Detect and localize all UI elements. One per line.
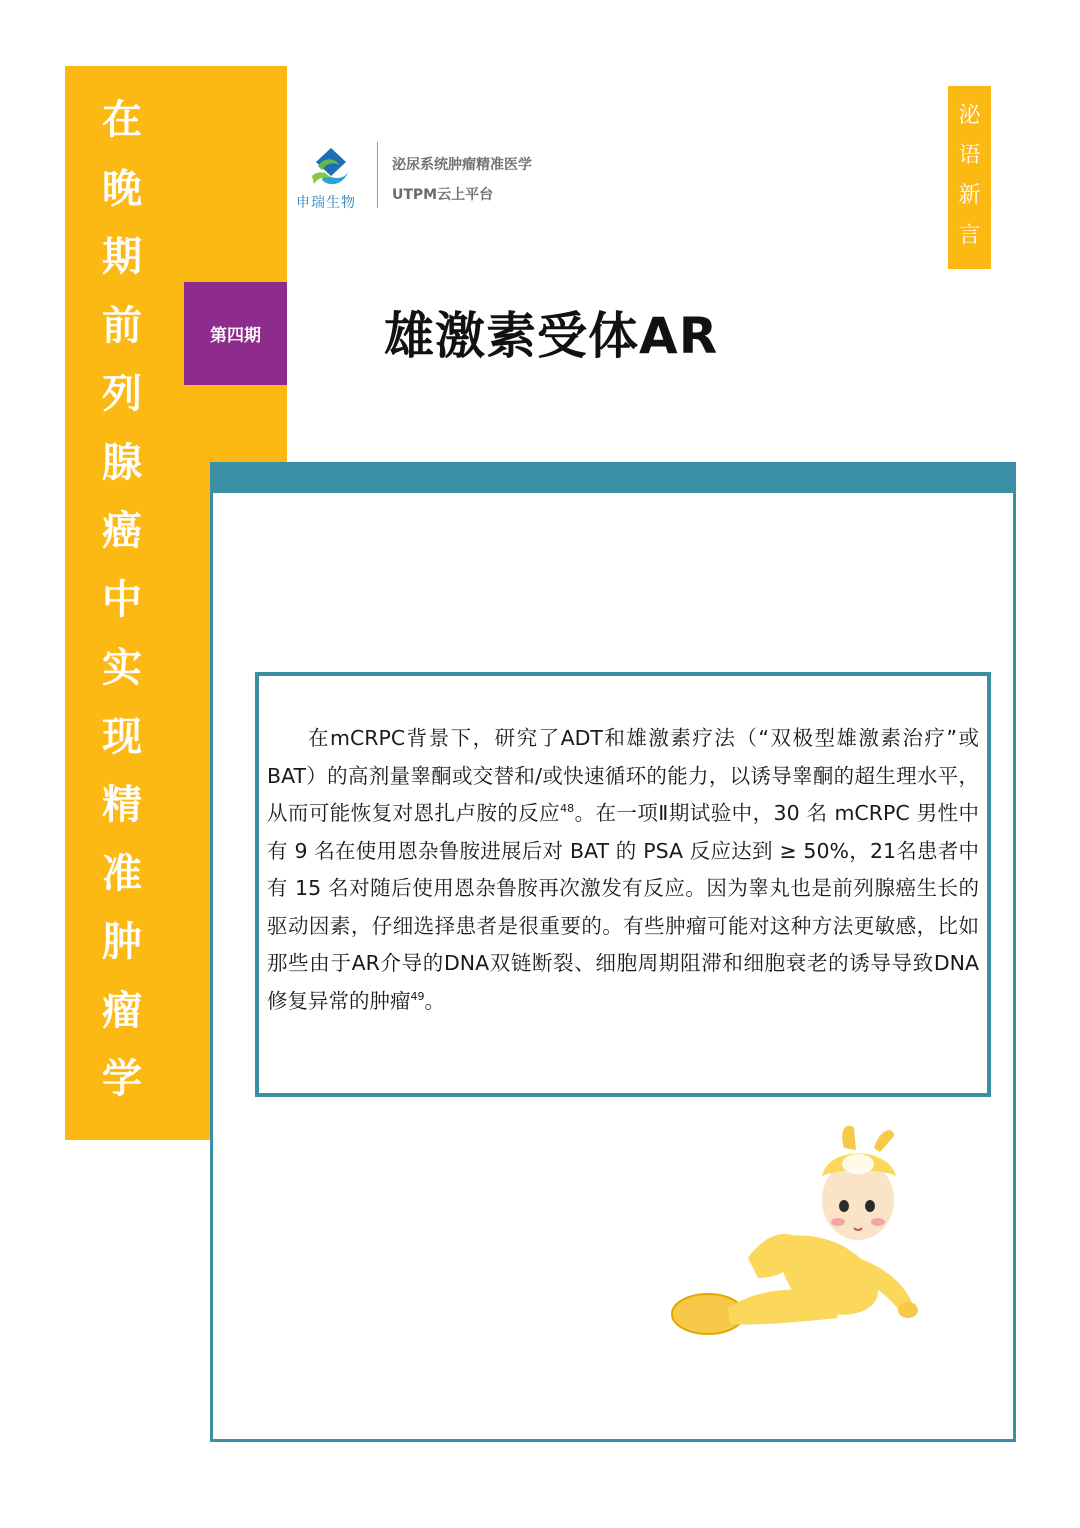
issue-badge: 第四期 [184, 282, 287, 385]
banner-title-char: 精 [102, 782, 142, 828]
logo [292, 142, 592, 212]
page-title: 雄激素受体AR [384, 307, 719, 365]
banner-title-char: 在 [102, 97, 142, 143]
column-tag-char: 泌 [958, 103, 981, 128]
banner-title-char: 列 [102, 371, 142, 417]
banner-title-char: 瘤 [102, 987, 142, 1034]
logo-tagline-2: UTPM云上平台 [392, 187, 494, 203]
banner-title-char: 期 [102, 234, 142, 280]
banner-title-char: 腺 [102, 439, 142, 486]
logo-company-name: 申瑞生物 [296, 195, 356, 211]
banner-title-char: 学 [102, 1056, 142, 1102]
banner-title-char: 前 [102, 302, 142, 349]
column-tag [948, 86, 991, 269]
banner-title-char: 中 [102, 576, 142, 623]
banner-title-char: 准 [102, 850, 142, 897]
banner-title-char: 晚 [102, 165, 142, 212]
column-tag-char: 语 [958, 143, 981, 168]
paragraph-part-2: 。在一项Ⅱ期试验中，30 名 mCRPC 男性中有 9 名在使用恩杂鲁胺进展后对 BAT 的 PSA 反应达到 ≥ 50%，21名患者中有 15 名对随后使用恩杂鲁胺再次激发有反应。因为睾丸也是前列腺癌生长的驱动因素，仔细选择患者是很重要的。有些肿瘤可能对这种方法更敏感，比如那些由于AR介导的DNA双链断裂、细胞周期阻滞和细胞衰老的诱导导致DNA修复异常的肿瘤 [267, 801, 979, 1013]
reference-48: 48 [560, 802, 575, 816]
vertical-series-title [65, 86, 179, 1114]
banner-title-char: 实 [102, 645, 142, 691]
article-paragraph [267, 720, 979, 1020]
column-tag-char: 新 [958, 183, 981, 208]
paragraph-part-1: 在mCRPC背景下，研究了ADT和雄激素疗法（“双极型雄激素治疗”或BAT）的高剂量睾酮或交替和/或快速循环的能力，以诱导睾酮的超生理水平，从而可能恢复对恩扎卢胺的反应 [267, 726, 979, 825]
mascot-illustration [668, 1118, 928, 1348]
paragraph-part-3: 。 [424, 988, 445, 1013]
article-text-box [255, 672, 991, 1097]
panel-header-bar [213, 465, 1013, 493]
company-logo-icon [306, 146, 356, 192]
banner-title-char: 肿 [102, 919, 142, 965]
column-tag-char: 言 [958, 223, 981, 248]
logo-divider [377, 142, 378, 208]
logo-tagline-1: 泌尿系统肿瘤精准医学 [392, 157, 532, 173]
banner-title-char: 癌 [102, 508, 142, 554]
banner-title-char: 现 [102, 713, 142, 760]
reference-49: 49 [410, 989, 425, 1003]
